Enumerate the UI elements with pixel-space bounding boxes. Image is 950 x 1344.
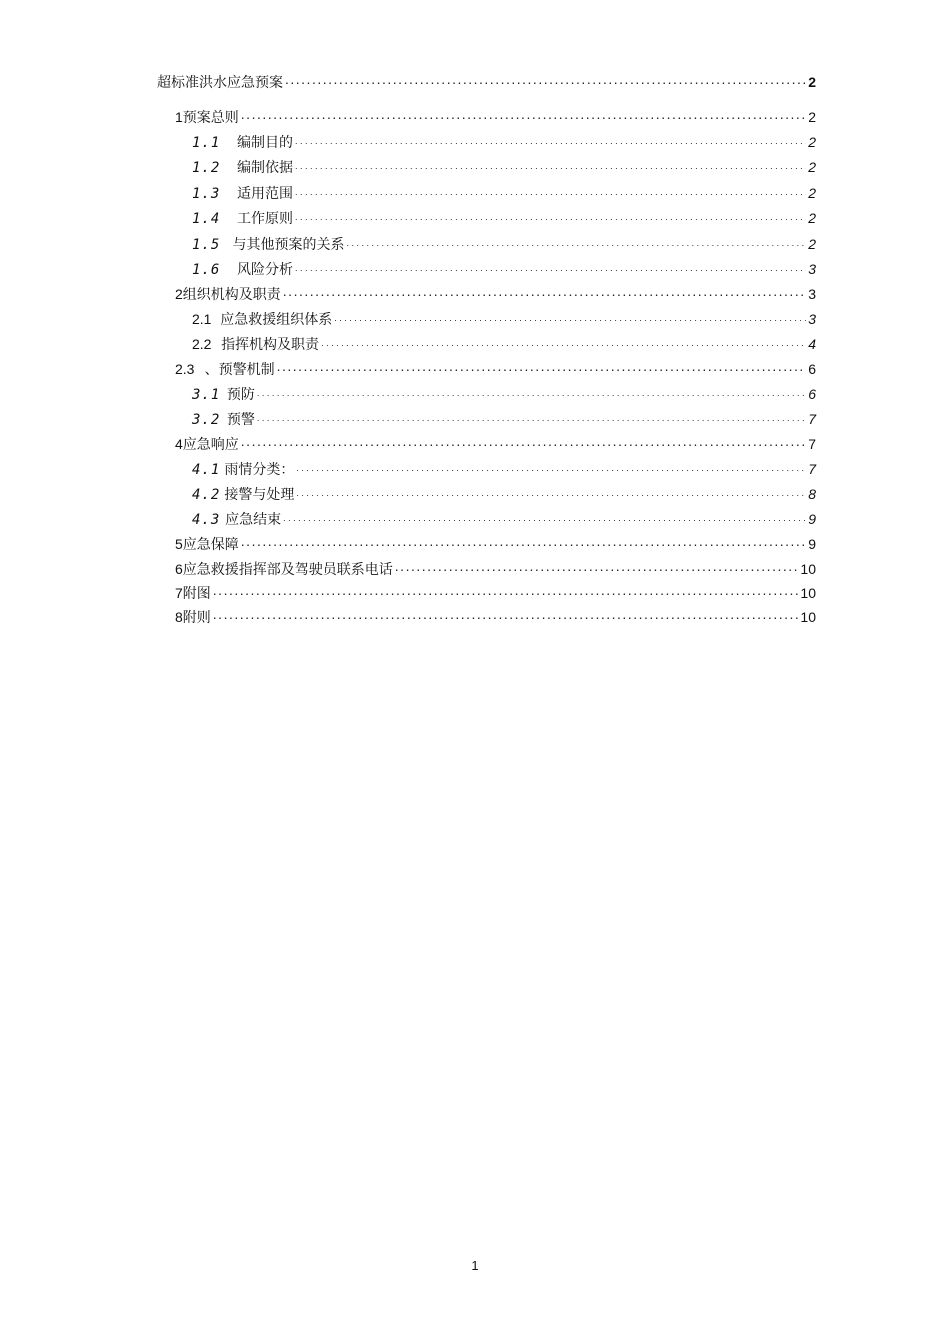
toc-page: 2 xyxy=(808,74,816,90)
dot-leader xyxy=(296,457,806,478)
toc-title: 预防 xyxy=(226,387,255,403)
toc-title: 应急救援组织体系 xyxy=(220,312,333,328)
toc-number: 6 xyxy=(175,561,183,577)
toc-page: 10 xyxy=(800,585,816,601)
dot-leader xyxy=(257,382,806,403)
toc-title: 应急响应 xyxy=(182,437,239,453)
toc-entry-1-4[interactable] xyxy=(192,208,816,230)
page-number-footer: 1 xyxy=(471,1258,479,1273)
toc-page: 2 xyxy=(808,185,816,201)
toc-number: 2 xyxy=(175,286,183,302)
toc-page: 7 xyxy=(808,436,816,452)
toc-page: 6 xyxy=(808,361,816,377)
toc-entry-6[interactable] xyxy=(175,559,816,580)
toc-title: 编制目的 xyxy=(237,135,294,151)
toc-page: 2 xyxy=(808,210,816,226)
toc-number: 4 xyxy=(175,436,183,452)
toc-page: 2 xyxy=(808,134,816,150)
toc-title: 附图 xyxy=(182,586,211,602)
toc-entry-main-title[interactable] xyxy=(157,72,816,93)
toc-entry-1-1[interactable] xyxy=(192,132,816,154)
toc-title: 附则 xyxy=(182,610,211,626)
dot-leader xyxy=(295,130,806,151)
toc-entry-7[interactable] xyxy=(175,583,816,604)
toc-entry-1-6[interactable] xyxy=(192,259,816,281)
dot-leader xyxy=(295,206,806,227)
toc-number: 4.3 xyxy=(192,512,221,528)
toc-page: 9 xyxy=(808,536,816,552)
dot-leader xyxy=(395,556,799,577)
toc-title: 、预警机制 xyxy=(204,362,275,378)
toc-number: 2.1 xyxy=(192,311,212,327)
toc-title: 应急救援指挥部及驾驶员联系电话 xyxy=(182,562,393,578)
toc-entry-1-3[interactable] xyxy=(192,183,816,205)
toc-title: 适用范围 xyxy=(237,186,294,202)
toc-title: 预警 xyxy=(226,412,255,428)
toc-page: 3 xyxy=(808,261,816,277)
dot-leader xyxy=(296,482,806,503)
toc-entry-3-2[interactable] xyxy=(192,409,816,431)
dot-leader xyxy=(277,356,807,377)
toc-number: 1 xyxy=(175,109,183,125)
toc-number: 1.2 xyxy=(192,160,221,176)
toc-number: 1.6 xyxy=(192,262,221,278)
toc-title: 超标准洪水应急预案 xyxy=(157,75,283,91)
toc-number: 4.1 xyxy=(192,462,221,478)
dot-leader xyxy=(295,181,806,202)
toc-page: 10 xyxy=(800,561,816,577)
toc-title: 工作原则 xyxy=(237,211,294,227)
toc-number: 1.3 xyxy=(192,186,221,202)
toc-number: 1.4 xyxy=(192,211,221,227)
toc-page: 7 xyxy=(808,411,816,427)
toc-number: 1.5 xyxy=(192,237,221,253)
toc-entry-3-1[interactable] xyxy=(192,384,816,406)
dot-leader xyxy=(213,580,799,601)
dot-leader xyxy=(295,155,806,176)
dot-leader xyxy=(257,407,806,428)
toc-page: 4 xyxy=(808,336,816,352)
toc-page: 2 xyxy=(808,159,816,175)
toc-entry-4-3[interactable] xyxy=(192,509,816,531)
toc-entry-2-1[interactable] xyxy=(192,309,816,331)
dot-leader xyxy=(213,604,799,625)
toc-entry-4-1[interactable] xyxy=(192,459,816,481)
toc-page: 2 xyxy=(808,109,816,125)
toc-number: 5 xyxy=(175,536,183,552)
dot-leader xyxy=(334,307,806,328)
toc-page: 9 xyxy=(808,511,816,527)
toc-entry-8[interactable] xyxy=(175,607,816,628)
toc-title: 雨情分类： xyxy=(224,462,295,478)
toc-entry-1-2[interactable] xyxy=(192,157,816,179)
toc-page: 2 xyxy=(808,236,816,252)
toc-page: 6 xyxy=(808,386,816,402)
toc-entry-5[interactable] xyxy=(175,534,816,555)
toc-title: 接警与处理 xyxy=(224,487,295,503)
dot-leader xyxy=(285,69,806,90)
toc-entry-2[interactable] xyxy=(175,284,816,305)
dot-leader xyxy=(321,332,806,353)
dot-leader xyxy=(283,507,806,528)
toc-title: 编制依据 xyxy=(237,160,294,176)
toc-page: 8 xyxy=(808,486,816,502)
dot-leader xyxy=(241,531,806,552)
dot-leader xyxy=(347,232,807,253)
toc-number: 4.2 xyxy=(192,487,221,503)
toc-entry-1-5[interactable] xyxy=(192,234,816,256)
toc-entry-2-3[interactable] xyxy=(175,359,816,380)
toc-title: 组织机构及职责 xyxy=(182,287,281,303)
toc-entry-1[interactable] xyxy=(175,107,816,128)
toc-page: 3 xyxy=(808,311,816,327)
toc-title: 指挥机构及职责 xyxy=(221,337,320,353)
toc-entry-4-2[interactable] xyxy=(192,484,816,506)
toc-entry-4[interactable] xyxy=(175,434,816,455)
toc-page: 3 xyxy=(808,286,816,302)
toc-title: 风险分析 xyxy=(237,262,294,278)
toc-number: 1.1 xyxy=(192,135,221,151)
dot-leader xyxy=(241,104,806,125)
toc-title: 预案总则 xyxy=(182,110,239,126)
toc-number: 8 xyxy=(175,609,183,625)
toc-entry-2-2[interactable] xyxy=(192,334,816,356)
toc-page: 7 xyxy=(808,461,816,477)
dot-leader xyxy=(283,281,806,302)
toc-number: 2.3 xyxy=(175,361,195,377)
toc-number: 3.1 xyxy=(192,387,221,403)
dot-leader xyxy=(241,431,806,452)
dot-leader xyxy=(295,257,806,278)
toc-number: 2.2 xyxy=(192,336,212,352)
toc-title: 应急保障 xyxy=(182,537,239,553)
toc-number: 7 xyxy=(175,585,183,601)
toc-page: 10 xyxy=(800,609,816,625)
toc-title: 应急结束 xyxy=(225,512,282,528)
toc-number: 3.2 xyxy=(192,412,221,428)
toc-title: 与其他预案的关系 xyxy=(232,237,345,253)
